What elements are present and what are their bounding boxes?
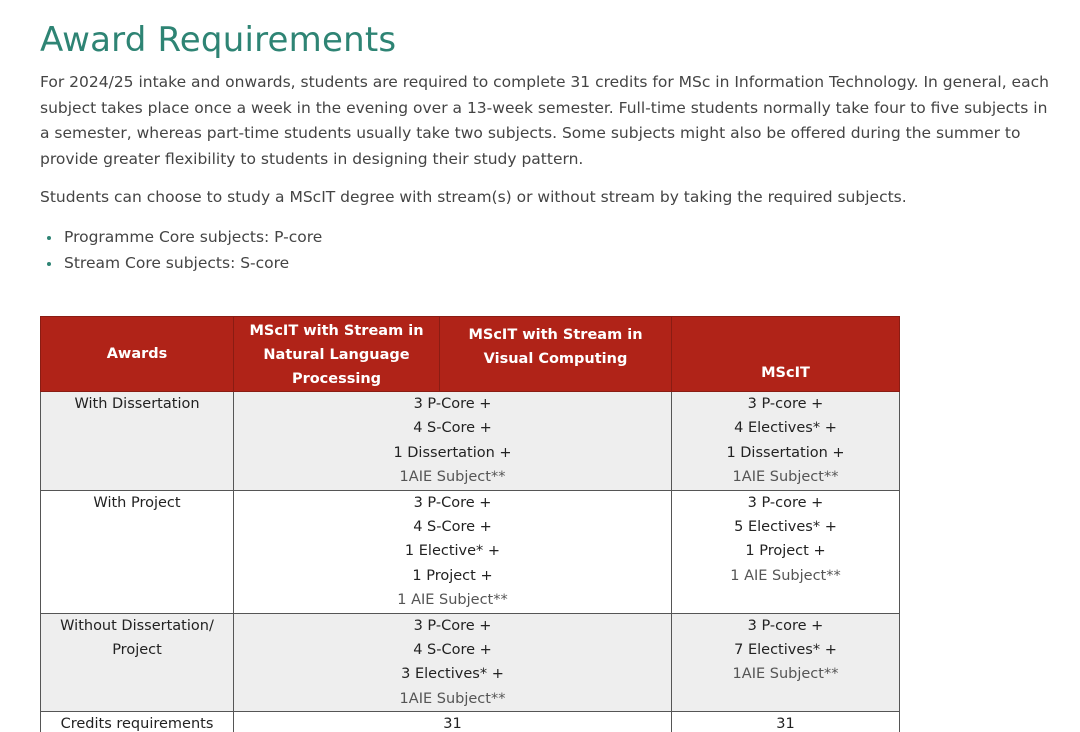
award-requirements-table — [40, 316, 900, 732]
list-item — [40, 225, 322, 251]
intro-paragraph: For 2024/25 intake and onwards, students are required to complete 31 credits for MSc in Information Technology. In general, each subject takes place once a week in the evening over a 13-week semester. Full-time students normally take four to five subjects in a semester, whereas part-time students usually take two subjects. Some subjects might also be offered during the summer to provide greater flexibility to students in designing their study pattern. — [40, 73, 1049, 168]
table-row — [41, 490, 900, 613]
list-item-label: Programme Core subjects: P-core — [64, 228, 323, 246]
requirement-line: 3 P-core + — [747, 617, 824, 634]
requirement-line: 3 P-Core + — [413, 494, 492, 511]
bullet-dot-icon — [47, 236, 51, 240]
requirement-line: 1 Project + — [745, 543, 826, 560]
subject-type-list — [40, 225, 322, 276]
requirement-line: 3 Electives* + — [401, 666, 504, 683]
mscit-requirements-cell — [672, 712, 900, 732]
list-item-label: Stream Core subjects: S-core — [64, 253, 290, 272]
requirement-line: 4 S-Core + — [413, 420, 492, 437]
header-awards: Awards — [41, 317, 234, 392]
requirement-line: 5 Electives* + — [734, 519, 837, 536]
requirement-line: 1 Dissertation + — [393, 444, 512, 461]
stream-requirements-cell — [234, 490, 672, 613]
requirement-line: 4 S-Core + — [413, 519, 492, 536]
stream-requirements-cell — [234, 613, 672, 712]
list-item — [40, 251, 322, 277]
award-cell: Without Dissertation/ Project — [41, 613, 234, 712]
requirement-line: 1 AIE Subject** — [730, 567, 841, 584]
requirement-line: 31 — [776, 716, 795, 732]
requirement-line: 3 P-core + — [747, 396, 824, 412]
table-row — [41, 392, 900, 491]
header-mscit: MScIT — [672, 317, 900, 392]
table-row — [41, 613, 900, 712]
requirement-line: 1 AIE Subject** — [397, 592, 508, 609]
requirement-line: 4 S-Core + — [413, 642, 492, 659]
award-cell: With Dissertation — [41, 392, 234, 491]
requirement-line: 1 Project + — [412, 567, 493, 584]
header-vc-stream: MScIT with Stream in Visual Computing — [440, 317, 672, 392]
mscit-requirements-cell — [672, 490, 900, 613]
mscit-requirements-cell — [672, 613, 900, 712]
requirement-line: 3 P-Core + — [413, 617, 492, 634]
mscit-requirements-cell — [672, 392, 900, 491]
bullet-dot-icon — [47, 262, 51, 266]
header-nlp-stream: MScIT with Stream in Natural Language Processing — [234, 317, 440, 392]
requirement-line: 1AIE Subject** — [732, 469, 839, 486]
requirement-line: 1AIE Subject** — [399, 690, 506, 707]
stream-paragraph: Students can choose to study a MScIT degree with stream(s) or without stream by taking the required subjects. — [40, 188, 907, 206]
requirement-line: 31 — [443, 716, 462, 732]
requirement-line: 7 Electives* + — [734, 642, 837, 659]
requirement-line: 1AIE Subject** — [399, 469, 506, 486]
requirement-line: 4 Electives* + — [734, 420, 837, 437]
table-row — [41, 712, 900, 732]
award-cell: With Project — [41, 490, 234, 613]
page-title: Award Requirements — [40, 20, 397, 60]
requirement-line: 1 Dissertation + — [726, 444, 845, 461]
requirement-line: 1 Elective* + — [404, 543, 501, 560]
award-cell: Credits requirements — [41, 712, 234, 732]
stream-requirements-cell — [234, 392, 672, 491]
table-header-row — [41, 317, 900, 392]
requirement-line: 1AIE Subject** — [732, 666, 839, 683]
requirement-line: 3 P-core + — [747, 494, 824, 511]
requirement-line: 3 P-Core + — [413, 396, 492, 412]
stream-requirements-cell — [234, 712, 672, 732]
